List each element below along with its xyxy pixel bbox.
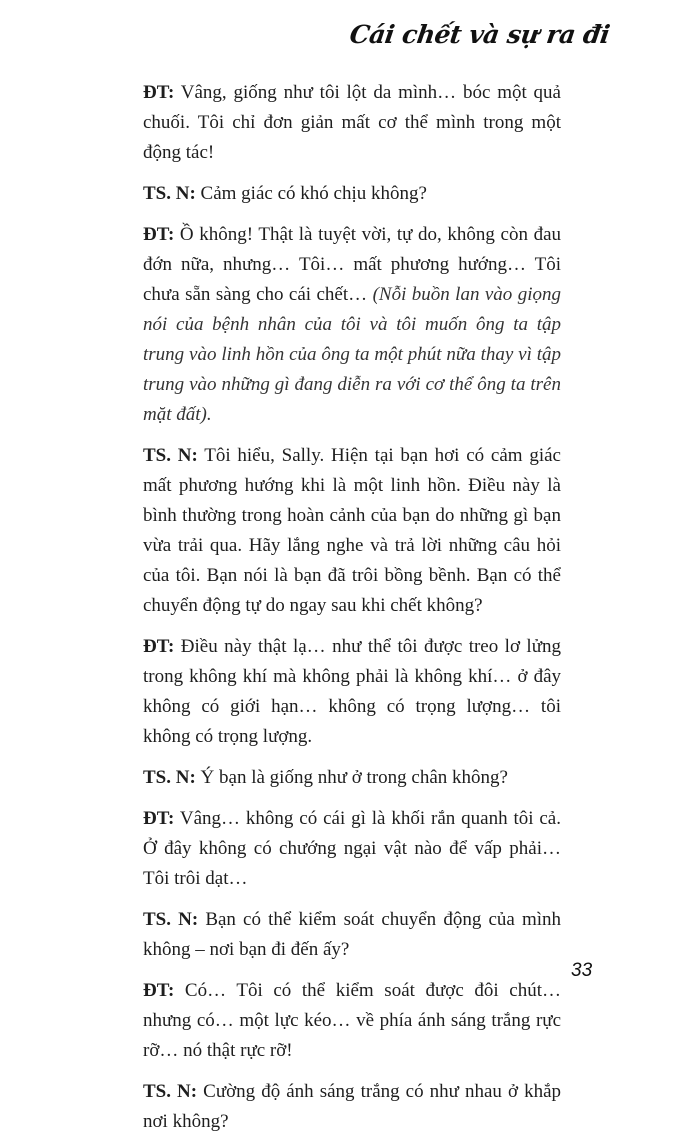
dialogue-text: Cảm giác có khó chịu không?: [200, 183, 427, 204]
speaker-label: ĐT:: [143, 224, 175, 245]
dialogue-paragraph: [143, 804, 561, 894]
dialogue-paragraph: [143, 441, 561, 621]
dialogue-text: Vâng, giống như tôi lột da mình… bóc một quả chuối. Tôi chỉ đơn giản mất cơ thể mình trong một động tác!: [143, 82, 561, 163]
dialogue-text: Bạn có thể kiểm soát chuyển động của mình không – nơi bạn đi đến ấy?: [143, 909, 562, 960]
dialogue-text: Cường độ ánh sáng trắng có như nhau ở khắp nơi không?: [143, 1081, 561, 1132]
page-number: 33: [571, 960, 593, 981]
speaker-label: TS. N:: [143, 767, 196, 788]
dialogue-paragraph: [143, 905, 561, 965]
running-head: Cái chết và sự ra đi: [347, 20, 612, 49]
dialogue-text: Ý bạn là giống như ở trong chân không?: [200, 767, 508, 788]
speaker-label: ĐT:: [143, 82, 175, 103]
dialogue-text: Ồ không! Thật là tuyệt vời, tự do, không còn đau đớn nữa, nhưng… Tôi… mất phương hướng… Tôi chưa sẵn sàng cho cái chết…: [143, 224, 561, 305]
dialogue-paragraph: [143, 179, 561, 209]
speaker-label: TS. N:: [143, 909, 199, 930]
dialogue-text: Điều này thật lạ… như thể tôi được treo lơ lửng trong không khí mà không phải là không khí… ở đây không có giới hạn… không có trọng lượng… tôi không có trọng lượng.: [143, 636, 562, 747]
speaker-label: TS. N:: [143, 445, 198, 466]
dialogue-paragraph: [143, 1077, 561, 1137]
speaker-label: ĐT:: [143, 808, 175, 829]
dialogue-paragraph: [143, 220, 561, 430]
speaker-label: ĐT:: [143, 980, 175, 1001]
speaker-label: TS. N:: [143, 183, 196, 204]
dialogue-paragraph: [143, 763, 561, 793]
speaker-label: ĐT:: [143, 636, 175, 657]
dialogue-paragraph: [143, 976, 561, 1066]
narrator-aside: (Nỗi buồn lan vào giọng nói của bệnh nhân của tôi và tôi muốn ông ta tập trung vào linh hồn của ông ta một phút nữa thay vì tập trung vào những gì đang diễn ra với cơ thể ông ta trên mặt đất).: [143, 284, 562, 425]
dialogue-text: Tôi hiểu, Sally. Hiện tại bạn hơi có cảm giác mất phương hướng khi là một linh hồn. Điều này là bình thường trong hoàn cảnh của bạn do những gì bạn vừa trải qua. Hãy lắng nghe và trả lời những câu hỏi của tôi. Bạn nói là bạn đã trôi bồng bềnh. Bạn có thể chuyển động tự do ngay sau khi chết không?: [143, 445, 561, 616]
dialogue-paragraph: [143, 632, 561, 752]
dialogue-paragraph: [143, 78, 561, 168]
speaker-label: TS. N:: [143, 1081, 198, 1102]
dialogue-text: Vâng… không có cái gì là khối rắn quanh tôi cả. Ở đây không có chướng ngại vật nào để vấp phải… Tôi trôi dạt…: [143, 808, 561, 889]
page-body: [143, 78, 561, 1148]
dialogue-text: Có… Tôi có thể kiểm soát được đôi chút… nhưng có… một lực kéo… về phía ánh sáng trắng rực rỡ… nó thật rực rỡ!: [143, 980, 561, 1061]
